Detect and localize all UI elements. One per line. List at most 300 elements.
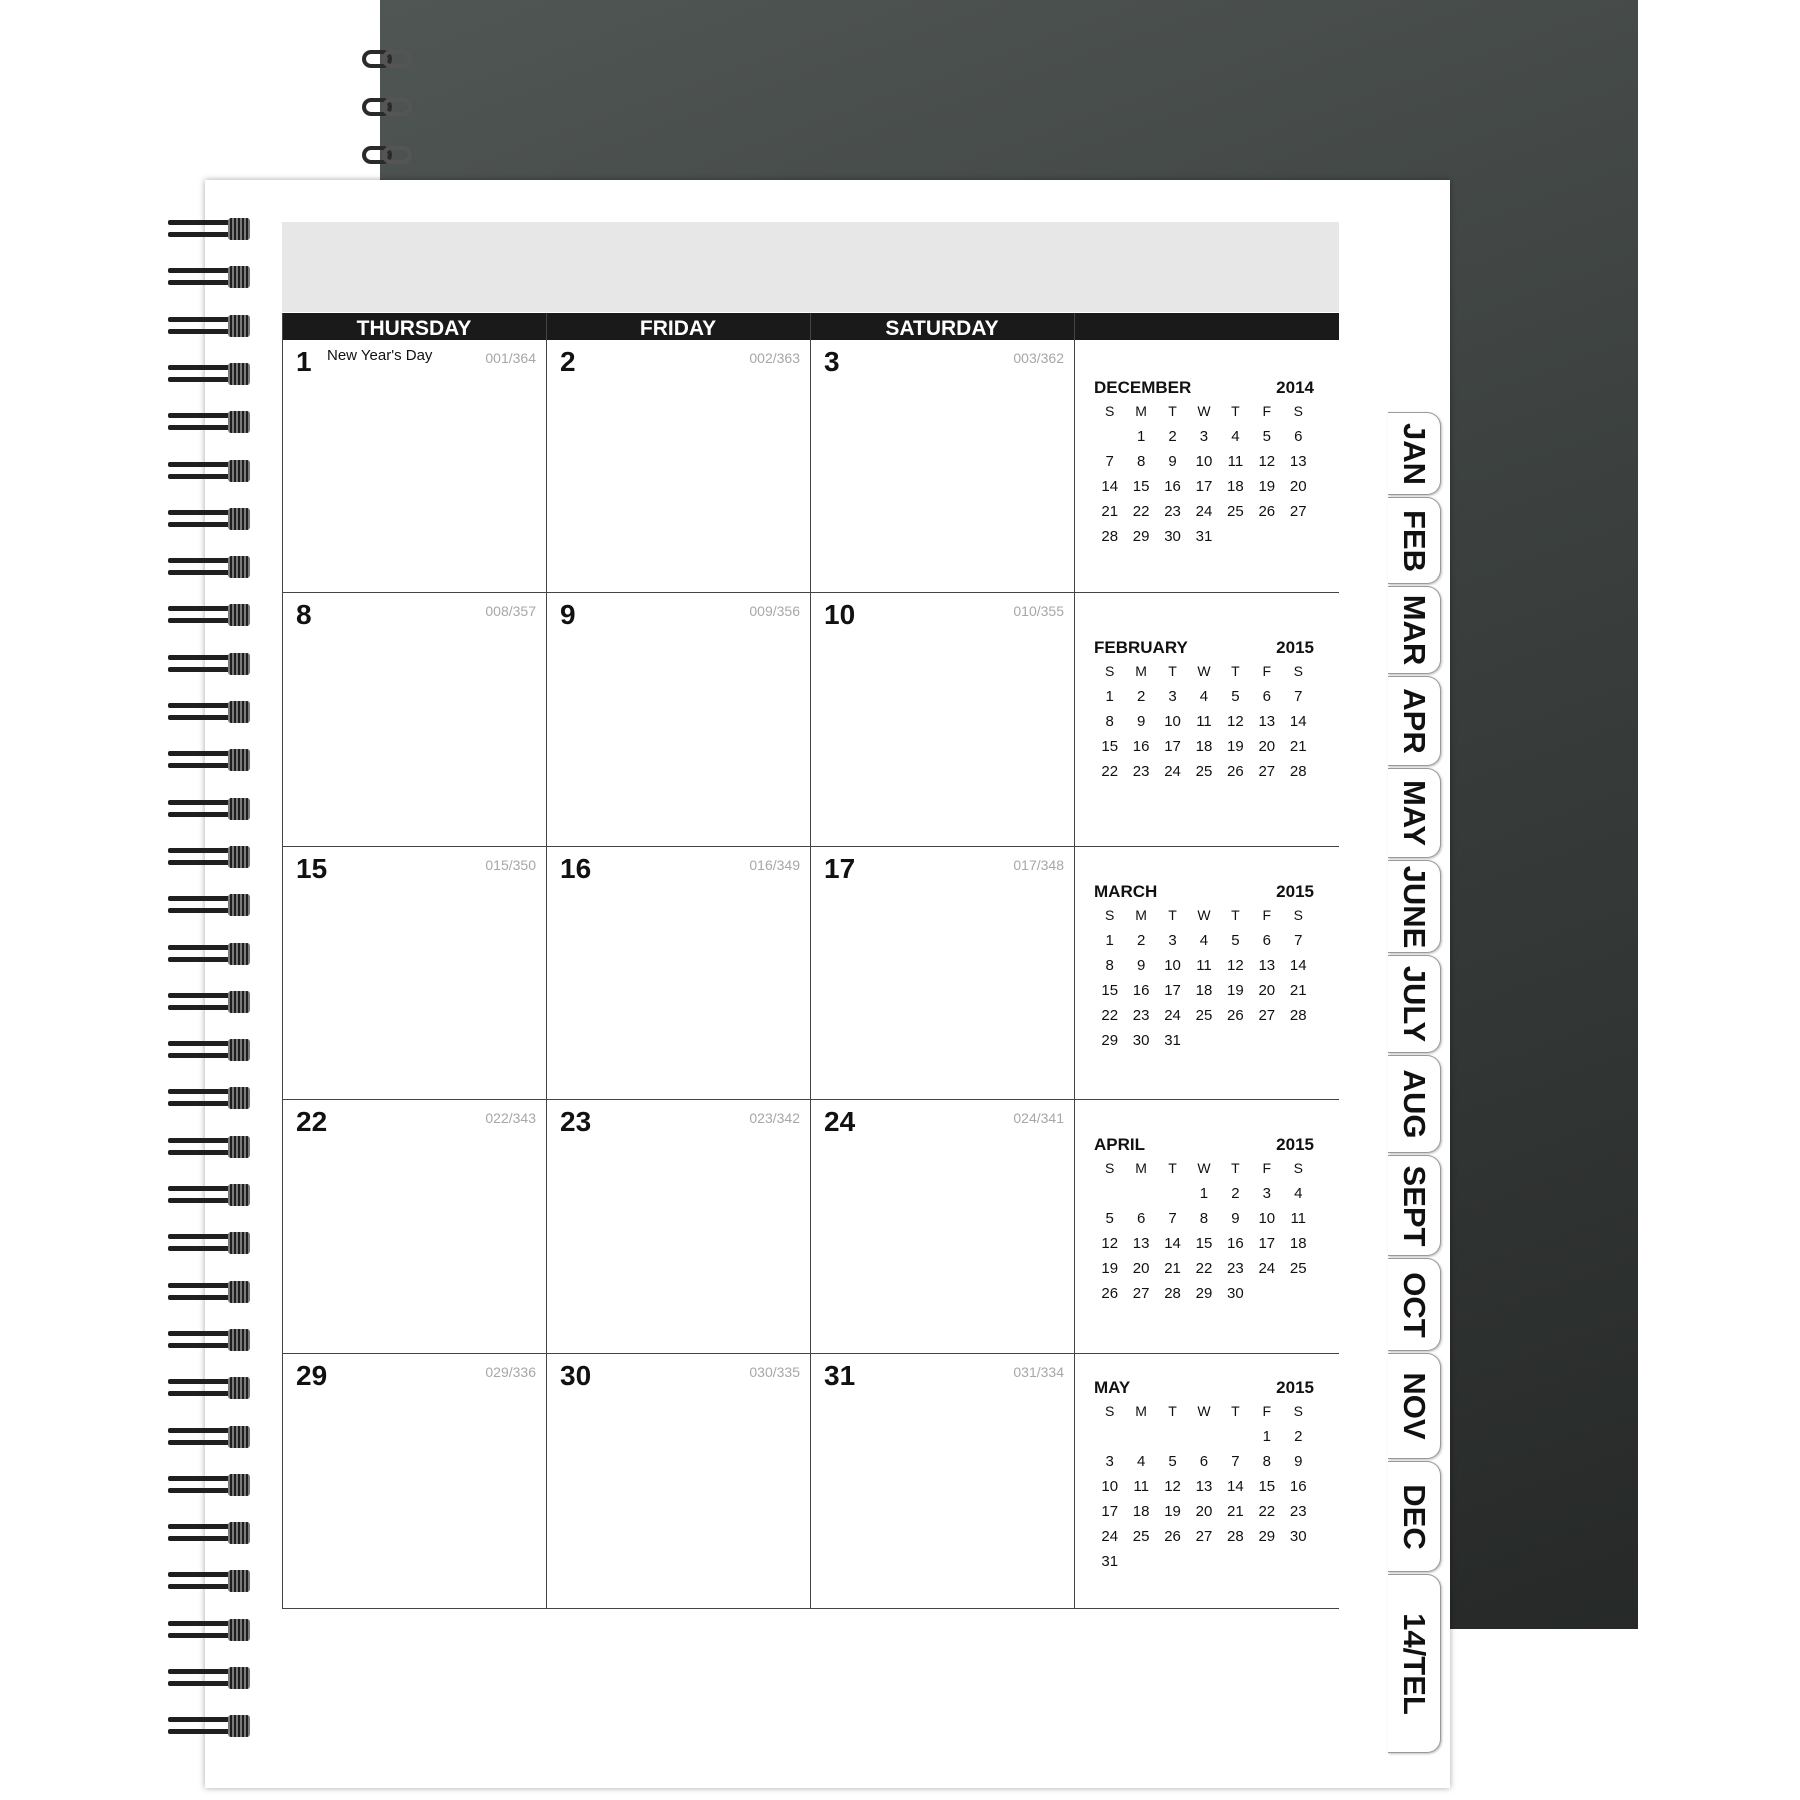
mini-calendar-date: 29: [1101, 1032, 1119, 1049]
weekday-label: M: [1135, 1403, 1147, 1419]
month-tab-label: SEPT: [1397, 1165, 1432, 1246]
spiral-coil: [168, 1667, 250, 1689]
mini-calendar-date: 7: [1294, 932, 1303, 949]
day-number: 24: [824, 1106, 856, 1137]
mini-calendar-date: 4: [1231, 428, 1240, 445]
mini-calendar-date: 16: [1164, 478, 1181, 495]
mini-calendar-date: 15: [1195, 1235, 1213, 1252]
mini-calendar-year: 2014: [1276, 378, 1314, 397]
mini-calendar-week: [1094, 1528, 1314, 1553]
day-of-year: 008/357: [485, 603, 536, 619]
day-number: 30: [560, 1360, 592, 1391]
mini-calendar-date: 20: [1132, 1260, 1150, 1277]
mini-calendar-week: [1094, 1260, 1314, 1285]
mini-calendar-date: [1188, 1428, 1219, 1453]
weekday-label: F: [1262, 1403, 1272, 1419]
mini-calendar-date: 12: [1227, 713, 1244, 730]
mini-calendar-date: 18: [1289, 1235, 1307, 1252]
day-cell[interactable]: [282, 847, 546, 1099]
mini-calendar-date: 14: [1289, 957, 1307, 974]
mini-calendar-date: 18: [1195, 982, 1213, 999]
spiral-coil: [168, 1426, 250, 1448]
mini-calendar-date: [1220, 1553, 1251, 1578]
mini-calendar-date: 4: [1136, 1453, 1146, 1470]
mini-calendar-week: [1094, 453, 1314, 478]
mini-calendar: [1094, 882, 1314, 1057]
day-cell[interactable]: [546, 847, 810, 1099]
month-tab-label: JUNE: [1397, 865, 1432, 948]
month-tab-june[interactable]: [1388, 860, 1441, 953]
spiral-coil: [168, 411, 250, 433]
day-number: 1: [296, 346, 312, 377]
mini-calendar-date: 29: [1258, 1528, 1276, 1545]
mini-calendar-date: 20: [1258, 738, 1276, 755]
month-tab-nov[interactable]: [1388, 1353, 1441, 1459]
mini-calendar-date: 5: [1231, 932, 1240, 949]
mini-calendar-date: 26: [1258, 503, 1276, 520]
mini-calendar-week: [1094, 763, 1314, 788]
mini-calendar-date: 3: [1168, 932, 1177, 949]
mini-calendar-week: [1094, 1285, 1314, 1310]
spiral-coil: [168, 846, 250, 868]
mini-calendar-date: 21: [1289, 982, 1307, 999]
mini-calendar-date: 8: [1199, 1210, 1209, 1227]
day-header-thursday: THURSDAY: [356, 317, 472, 340]
month-tab-label: MAY: [1397, 779, 1432, 847]
mini-calendar-date: [1125, 1185, 1156, 1210]
mini-calendar-year: 2015: [1276, 1378, 1314, 1397]
weekday-label: S: [1105, 1403, 1115, 1419]
day-header-saturday: SATURDAY: [885, 317, 999, 340]
month-tab-may[interactable]: [1388, 768, 1441, 858]
back-spiral-coil: [362, 144, 418, 168]
mini-calendar-date: 25: [1289, 1260, 1307, 1277]
mini-calendar-date: [1283, 1285, 1314, 1310]
mini-calendar-date: 9: [1231, 1210, 1240, 1227]
mini-calendar-date: 24: [1101, 1528, 1119, 1545]
spiral-coil: [168, 218, 250, 240]
mini-calendar-date: 1: [1199, 1185, 1209, 1202]
mini-calendar-date: [1283, 1032, 1314, 1057]
day-number: 22: [296, 1106, 328, 1137]
mini-calendar-date: 3: [1199, 428, 1209, 445]
mini-calendar-date: 23: [1164, 503, 1181, 520]
mini-calendar-date: [1188, 1032, 1219, 1057]
mini-calendar-date: 20: [1258, 982, 1276, 999]
notes-header-band[interactable]: [282, 222, 1339, 312]
day-number: 3: [824, 346, 840, 377]
mini-calendar-date: [1094, 1428, 1125, 1453]
mini-calendar-date: 24: [1164, 763, 1181, 780]
mini-calendar-date: 27: [1132, 1285, 1150, 1302]
mini-calendar-date: 2: [1136, 932, 1146, 949]
mini-calendar-date: [1251, 1285, 1282, 1310]
mini-calendar-date: 2: [1231, 1185, 1240, 1202]
mini-calendar-week: [1094, 1478, 1314, 1503]
weekday-label: T: [1168, 663, 1177, 679]
month-tab-aug[interactable]: [1388, 1055, 1441, 1153]
mini-calendar-date: 17: [1195, 478, 1213, 495]
weekday-label: T: [1168, 403, 1177, 419]
mini-calendar: [1094, 378, 1314, 553]
mini-calendar-month: APRIL: [1094, 1135, 1145, 1154]
mini-calendar-week: [1094, 1032, 1314, 1057]
mini-calendar-date: 22: [1101, 763, 1119, 780]
day-of-year: 023/342: [749, 1110, 800, 1126]
mini-calendar-date: 14: [1227, 1478, 1244, 1495]
mini-calendar-date: 3: [1262, 1185, 1271, 1202]
day-of-year: 001/364: [485, 350, 536, 366]
day-of-year: 022/343: [485, 1110, 536, 1126]
spiral-coil: [168, 1136, 250, 1158]
mini-calendar-date: [1125, 1428, 1156, 1453]
mini-calendar-date: 22: [1101, 1007, 1119, 1024]
day-number: 23: [560, 1106, 592, 1137]
weekday-label: T: [1231, 403, 1240, 419]
mini-calendar-date: 10: [1195, 453, 1213, 470]
mini-calendar-month: MAY: [1094, 1378, 1131, 1397]
spiral-coil: [168, 1039, 250, 1061]
mini-calendar-date: 7: [1294, 688, 1303, 705]
mini-calendar-date: 10: [1101, 1478, 1119, 1495]
month-tab-label: AUG: [1397, 1069, 1432, 1139]
weekday-label: T: [1168, 1403, 1177, 1419]
mini-calendar-date: 6: [1136, 1210, 1146, 1227]
mini-calendar-date: [1157, 1185, 1188, 1210]
mini-calendar-week: [1094, 1453, 1314, 1478]
mini-calendar-date: 10: [1164, 957, 1181, 974]
mini-calendar-week: [1094, 1007, 1314, 1032]
mini-calendar-date: [1220, 528, 1251, 553]
mini-calendar-date: 24: [1258, 1260, 1276, 1277]
mini-calendar-date: [1220, 1032, 1251, 1057]
weekday-label: F: [1262, 663, 1272, 679]
mini-calendar-date: 28: [1227, 1528, 1244, 1545]
weekday-label: S: [1105, 663, 1115, 679]
mini-calendar-date: [1283, 1553, 1314, 1578]
mini-calendar-date: 1: [1105, 932, 1114, 949]
month-tab-label: DEC: [1397, 1483, 1432, 1550]
mini-calendar-date: 9: [1168, 453, 1177, 470]
back-spiral-coil: [362, 48, 418, 72]
weekday-label: M: [1135, 663, 1147, 679]
month-tab-label: 14/TEL: [1397, 1612, 1432, 1715]
spiral-coil: [168, 1377, 250, 1399]
mini-calendar-date: 21: [1227, 1503, 1244, 1520]
mini-calendar-date: 15: [1101, 738, 1119, 755]
month-tab-dec[interactable]: [1388, 1461, 1441, 1572]
mini-calendar-date: 13: [1289, 453, 1307, 470]
mini-calendar-date: [1251, 1553, 1282, 1578]
mini-calendar-date: 23: [1132, 1007, 1150, 1024]
mini-calendar-date: 11: [1196, 957, 1212, 974]
mini-calendar-date: 14: [1164, 1235, 1181, 1252]
spiral-coil: [168, 1232, 250, 1254]
day-of-year: 003/362: [1013, 350, 1064, 366]
mini-calendar-date: 1: [1136, 428, 1146, 445]
mini-calendar-date: 29: [1132, 528, 1150, 545]
month-tab-mar[interactable]: [1388, 586, 1441, 674]
mini-calendar-date: 7: [1168, 1210, 1177, 1227]
month-tab-14-tel[interactable]: [1388, 1574, 1441, 1753]
mini-calendar-year: 2015: [1276, 882, 1314, 901]
mini-calendar-date: 30: [1289, 1528, 1307, 1545]
month-tab-label: APR: [1397, 688, 1432, 754]
mini-calendar-date: 27: [1258, 1007, 1276, 1024]
mini-calendar-week: [1094, 688, 1314, 713]
month-tab-label: MAR: [1397, 594, 1432, 666]
spiral-coil: [168, 798, 250, 820]
day-cell[interactable]: [282, 593, 546, 846]
mini-calendar-week: [1094, 957, 1314, 982]
mini-calendar-date: 1: [1105, 688, 1114, 705]
mini-calendar-date: 15: [1132, 478, 1150, 495]
day-cell[interactable]: [546, 340, 810, 592]
mini-calendar-date: 13: [1258, 957, 1276, 974]
mini-calendar-date: 26: [1164, 1528, 1181, 1545]
mini-calendar-date: 17: [1101, 1503, 1119, 1520]
weekday-label: S: [1293, 403, 1303, 419]
mini-calendar-date: 28: [1101, 528, 1119, 545]
mini-calendar-week: [1094, 738, 1314, 763]
mini-calendar-date: 10: [1258, 1210, 1276, 1227]
mini-calendar-week: [1094, 713, 1314, 738]
month-tab-sept[interactable]: [1388, 1155, 1441, 1256]
mini-calendar-date: 23: [1227, 1260, 1244, 1277]
mini-calendar-date: 5: [1231, 688, 1240, 705]
mini-calendar-week: [1094, 1210, 1314, 1235]
mini-calendar-date: 19: [1101, 1260, 1119, 1277]
month-tab-july[interactable]: [1388, 955, 1441, 1053]
mini-calendar-year: 2015: [1276, 638, 1314, 657]
weekday-label: W: [1197, 1403, 1211, 1419]
spiral-coil: [168, 1474, 250, 1496]
day-number: 31: [824, 1360, 856, 1391]
day-number: 15: [296, 853, 328, 884]
weekday-label: T: [1231, 663, 1240, 679]
mini-calendar-header: [1094, 1378, 1314, 1403]
day-cell[interactable]: [282, 1354, 546, 1608]
mini-calendar: [1094, 638, 1314, 788]
mini-calendar-date: [1094, 1185, 1125, 1210]
mini-calendar-date: 18: [1195, 738, 1213, 755]
mini-calendar-date: 22: [1195, 1260, 1213, 1277]
mini-calendar-date: 17: [1258, 1235, 1276, 1252]
mini-calendar-date: 13: [1258, 713, 1276, 730]
mini-calendar-date: 21: [1101, 503, 1119, 520]
mini-calendar-weekdays: [1094, 907, 1314, 932]
mini-calendar-date: 21: [1289, 738, 1307, 755]
spiral-coil: [168, 1570, 250, 1592]
spiral-coil: [168, 266, 250, 288]
mini-calendar-date: 12: [1101, 1235, 1119, 1252]
weekday-label: S: [1293, 1403, 1303, 1419]
mini-calendar-weekdays: [1094, 1403, 1314, 1428]
mini-calendar-date: 7: [1105, 453, 1114, 470]
day-number: 8: [296, 599, 312, 630]
mini-calendar-date: 4: [1199, 932, 1209, 949]
mini-calendar-date: 8: [1262, 1453, 1271, 1470]
mini-calendar-month: FEBRUARY: [1094, 638, 1188, 657]
spiral-coil: [168, 701, 250, 723]
mini-calendar-date: 20: [1289, 478, 1307, 495]
spiral-coil: [168, 460, 250, 482]
mini-calendar-date: 5: [1168, 1453, 1177, 1470]
mini-calendar: [1094, 1135, 1314, 1310]
mini-calendar-date: 9: [1136, 713, 1146, 730]
mini-calendar-date: 14: [1289, 713, 1307, 730]
day-of-year: 024/341: [1013, 1110, 1064, 1126]
spiral-coil: [168, 894, 250, 916]
mini-calendar-date: 23: [1132, 763, 1150, 780]
mini-calendar-date: 19: [1227, 738, 1244, 755]
weekday-label: F: [1262, 907, 1272, 923]
mini-calendar-date: 26: [1101, 1285, 1119, 1302]
mini-calendar-date: 7: [1231, 1453, 1240, 1470]
month-tab-feb[interactable]: [1388, 497, 1441, 584]
mini-calendar-date: 27: [1258, 763, 1276, 780]
spiral-coil: [168, 1184, 250, 1206]
day-cell[interactable]: [546, 1354, 810, 1608]
spiral-coil: [168, 604, 250, 626]
day-of-year: 015/350: [485, 857, 536, 873]
mini-calendar-date: 6: [1262, 688, 1271, 705]
spiral-coil: [168, 1087, 250, 1109]
spiral-coil: [168, 1329, 250, 1351]
day-cell[interactable]: [282, 1100, 546, 1353]
mini-calendar-date: 3: [1105, 1453, 1114, 1470]
mini-calendar-header: [1094, 638, 1314, 663]
weekday-label: S: [1293, 663, 1303, 679]
mini-calendar-date: 8: [1105, 713, 1114, 730]
mini-calendar-date: [1283, 528, 1314, 553]
mini-calendar-date: 19: [1227, 982, 1244, 999]
spiral-coil: [168, 508, 250, 530]
weekday-label: T: [1168, 1160, 1177, 1176]
spiral-coil: [168, 749, 250, 771]
month-tab-jan[interactable]: [1388, 412, 1441, 495]
grid-line: [282, 1608, 1339, 1609]
mini-calendar-date: 25: [1132, 1528, 1150, 1545]
mini-calendar-date: 12: [1227, 957, 1244, 974]
mini-calendar-date: 2: [1294, 1428, 1303, 1445]
mini-calendar-date: [1125, 1553, 1156, 1578]
mini-calendar-date: 3: [1168, 688, 1177, 705]
day-of-year: 002/363: [749, 350, 800, 366]
mini-calendar-date: 22: [1132, 503, 1150, 520]
mini-calendar: [1094, 1378, 1314, 1578]
mini-calendar-date: 30: [1227, 1285, 1244, 1302]
mini-calendar-week: [1094, 503, 1314, 528]
month-tab-label: JAN: [1397, 422, 1432, 485]
mini-calendar-date: 8: [1136, 453, 1146, 470]
mini-calendar-date: 16: [1227, 1235, 1244, 1252]
day-header-friday: FRIDAY: [639, 317, 717, 340]
holiday-label: New Year's Day: [327, 347, 433, 364]
month-tab-apr[interactable]: [1388, 676, 1441, 766]
day-cell[interactable]: [810, 593, 1074, 846]
mini-calendar-date: 1: [1262, 1428, 1271, 1445]
mini-calendar-date: 21: [1164, 1260, 1181, 1277]
mini-calendar-date: 13: [1132, 1235, 1150, 1252]
month-tab-label: OCT: [1397, 1271, 1432, 1338]
mini-calendar-date: 10: [1164, 713, 1181, 730]
spiral-coil: [168, 1281, 250, 1303]
day-cell[interactable]: [810, 1354, 1074, 1608]
mini-calendar-date: 6: [1199, 1453, 1209, 1470]
mini-calendar-date: 13: [1195, 1478, 1213, 1495]
mini-calendar-date: 18: [1132, 1503, 1150, 1520]
mini-calendar-date: 16: [1132, 738, 1150, 755]
mini-calendar-date: 17: [1164, 982, 1181, 999]
day-cell[interactable]: [546, 1100, 810, 1353]
mini-calendar-date: 5: [1105, 1210, 1114, 1227]
mini-calendar-date: 22: [1258, 1503, 1276, 1520]
day-of-year: 029/336: [485, 1364, 536, 1380]
day-cell[interactable]: [810, 1100, 1074, 1353]
mini-calendar-date: 15: [1101, 982, 1119, 999]
mini-calendar-date: 11: [1227, 453, 1244, 470]
mini-calendar-date: 16: [1289, 1478, 1307, 1495]
weekday-label: M: [1135, 403, 1147, 419]
day-cell[interactable]: [810, 340, 1074, 592]
mini-calendar-week: [1094, 478, 1314, 503]
day-number: 29: [296, 1360, 328, 1391]
mini-calendar-week: [1094, 528, 1314, 553]
day-of-year: 031/334: [1013, 1364, 1064, 1380]
weekday-label: S: [1105, 907, 1115, 923]
weekday-label: W: [1197, 907, 1211, 923]
mini-calendar-date: 24: [1164, 1007, 1181, 1024]
weekday-label: T: [1231, 907, 1240, 923]
mini-calendar-week: [1094, 428, 1314, 453]
mini-calendar-header: [1094, 378, 1314, 403]
mini-calendar-date: 31: [1195, 528, 1213, 545]
mini-calendar-date: 5: [1262, 428, 1271, 445]
mini-calendar-date: 6: [1294, 428, 1303, 445]
spiral-coil: [168, 1715, 250, 1737]
mini-calendar-date: 28: [1289, 763, 1307, 780]
day-cell[interactable]: [282, 340, 546, 592]
mini-calendar-date: 14: [1101, 478, 1119, 495]
spiral-coil: [168, 943, 250, 965]
mini-calendar-date: 17: [1164, 738, 1181, 755]
mini-calendar-weekdays: [1094, 1160, 1314, 1185]
spiral-coil: [168, 556, 250, 578]
mini-calendar-date: 4: [1199, 688, 1209, 705]
mini-calendar-date: [1157, 1428, 1188, 1453]
day-cell[interactable]: [546, 593, 810, 846]
weekday-label: F: [1262, 403, 1272, 419]
mini-calendar-date: 23: [1289, 1503, 1307, 1520]
mini-calendar-date: 27: [1195, 1528, 1213, 1545]
mini-calendar-header: [1094, 1135, 1314, 1160]
day-of-year: 016/349: [749, 857, 800, 873]
mini-calendar-week: [1094, 932, 1314, 957]
month-tab-oct[interactable]: [1388, 1258, 1441, 1351]
day-of-year: 009/356: [749, 603, 800, 619]
day-cell[interactable]: [810, 847, 1074, 1099]
mini-calendar-date: [1157, 1553, 1188, 1578]
weekday-label: M: [1135, 1160, 1147, 1176]
mini-calendar-date: 11: [1133, 1478, 1149, 1495]
mini-calendar-date: 24: [1195, 503, 1213, 520]
month-tab-label: FEB: [1397, 509, 1432, 572]
mini-calendar-date: 6: [1262, 932, 1271, 949]
mini-calendar-date: 29: [1195, 1285, 1213, 1302]
mini-calendar-date: 16: [1132, 982, 1150, 999]
mini-calendar-weekdays: [1094, 663, 1314, 688]
